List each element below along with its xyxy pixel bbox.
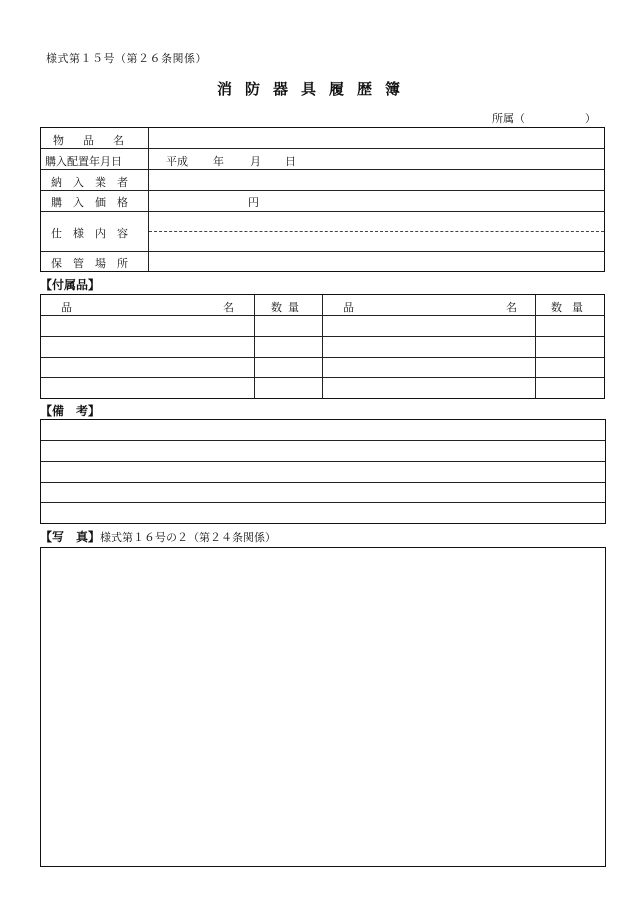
- department-field: [492, 110, 596, 126]
- storage-location-label: 保 管 場 所: [51, 257, 128, 270]
- item-name-value[interactable]: [153, 130, 593, 146]
- photo-subheading: 様式第１６号の２（第２４条関係）: [100, 531, 277, 544]
- purchase-date-label: 購入配置年月日: [45, 155, 122, 168]
- accessories-heading: 【付属品】: [40, 278, 101, 292]
- supplier-label: 納 入 業 者: [51, 176, 128, 189]
- item-name-label: 物 品 名: [53, 134, 128, 147]
- accessory-item-left-2: 品: [343, 301, 354, 314]
- price-unit: 円: [248, 196, 259, 209]
- form-number: 様式第１５号（第２６条関係）: [46, 52, 207, 65]
- purchase-era: 平成: [166, 155, 188, 168]
- photo-heading: [40, 528, 276, 545]
- storage-location-value[interactable]: [153, 254, 593, 269]
- remarks-heading: 【備 考】: [40, 404, 101, 418]
- page-title: 消防器具履歴簿: [216, 80, 413, 98]
- main-table: [40, 127, 605, 272]
- accessory-qty-1: 数量: [271, 301, 305, 314]
- accessory-item-right-1: 名: [223, 301, 234, 314]
- supplier-value[interactable]: [153, 172, 593, 188]
- accessories-table: [40, 294, 605, 399]
- accessory-qty-2: 数量: [551, 301, 593, 314]
- purchase-year: 年: [213, 155, 224, 168]
- purchase-day: 日: [285, 155, 296, 168]
- accessory-item-right-2: 名: [506, 301, 517, 314]
- accessory-item-left-1: 品: [61, 301, 72, 314]
- department-label: 所属（: [492, 112, 525, 125]
- department-close: ）: [585, 112, 596, 125]
- photo-area[interactable]: [40, 547, 606, 867]
- purchase-month: 月: [250, 155, 261, 168]
- purchase-price-label: 購 入 価 格: [51, 196, 128, 209]
- photo-heading-label: 【写 真】: [40, 530, 101, 544]
- specification-label: 仕 様 内 容: [51, 227, 128, 240]
- remarks-table[interactable]: [40, 419, 606, 524]
